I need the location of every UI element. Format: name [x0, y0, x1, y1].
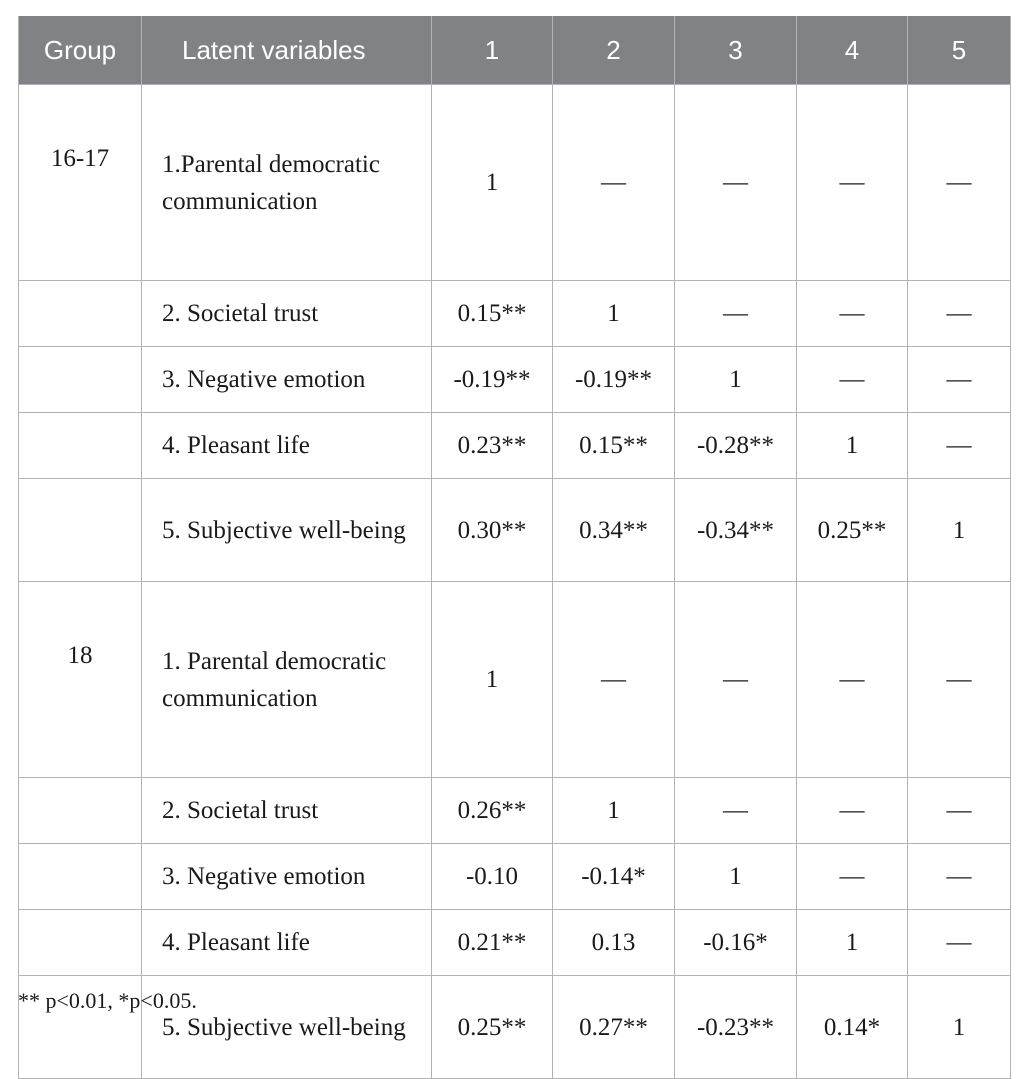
variable-cell: 3. Negative emotion [142, 347, 432, 413]
value-cell: 0.27** [553, 976, 675, 1079]
value-cell: 1 [908, 479, 1011, 582]
header-col-2: 2 [553, 16, 675, 85]
table-row [19, 479, 1011, 582]
value-cell: — [675, 281, 797, 347]
header-group: Group [19, 16, 142, 85]
value-cell: 1 [675, 844, 797, 910]
value-cell: -0.10 [432, 844, 553, 910]
value-cell: 1 [553, 778, 675, 844]
value-cell: — [675, 582, 797, 778]
correlation-table [18, 16, 1011, 1079]
variable-cell: 2. Societal trust [142, 778, 432, 844]
value-cell: -0.34** [675, 479, 797, 582]
table-row [19, 347, 1011, 413]
value-cell: -0.28** [675, 413, 797, 479]
value-cell: 1 [432, 582, 553, 778]
value-cell: 0.13 [553, 910, 675, 976]
table-row [19, 910, 1011, 976]
value-cell: — [908, 85, 1011, 281]
value-cell: 0.14* [797, 976, 908, 1079]
value-cell: — [908, 778, 1011, 844]
value-cell: 0.30** [432, 479, 553, 582]
value-cell: -0.23** [675, 976, 797, 1079]
value-cell: -0.19** [553, 347, 675, 413]
value-cell: 0.34** [553, 479, 675, 582]
header-row [19, 16, 1011, 85]
value-cell: — [908, 347, 1011, 413]
variable-cell: 2. Societal trust [142, 281, 432, 347]
group-cell: 16-17 [19, 85, 142, 281]
value-cell: -0.16* [675, 910, 797, 976]
value-cell: -0.14* [553, 844, 675, 910]
table-row [19, 844, 1011, 910]
value-cell: 0.25** [797, 479, 908, 582]
variable-cell: 1.Parental democratic communication [142, 85, 432, 281]
header-col-3: 3 [675, 16, 797, 85]
value-cell: 0.26** [432, 778, 553, 844]
value-cell: — [908, 281, 1011, 347]
table-row [19, 281, 1011, 347]
value-cell: — [908, 844, 1011, 910]
group-cell [19, 281, 142, 347]
table-row [19, 582, 1011, 778]
variable-cell: 1. Parental democratic communication [142, 582, 432, 778]
table-footnote: ** p<0.01, *p<0.05. [18, 988, 197, 1013]
variable-cell: 4. Pleasant life [142, 910, 432, 976]
value-cell: — [797, 85, 908, 281]
group-cell: 18 [19, 582, 142, 778]
value-cell: 1 [797, 910, 908, 976]
value-cell: 1 [432, 85, 553, 281]
group-cell [19, 347, 142, 413]
group-cell [19, 479, 142, 582]
value-cell: — [908, 582, 1011, 778]
value-cell: 1 [908, 976, 1011, 1079]
value-cell: — [553, 85, 675, 281]
header-col-1: 1 [432, 16, 553, 85]
variable-cell: 5. Subjective well-being [142, 479, 432, 582]
header-latent-variables: Latent variables [142, 16, 432, 85]
value-cell: — [553, 582, 675, 778]
group-cell [19, 844, 142, 910]
value-cell: — [797, 778, 908, 844]
variable-cell: 3. Negative emotion [142, 844, 432, 910]
value-cell: 0.15** [432, 281, 553, 347]
value-cell: — [908, 413, 1011, 479]
value-cell: — [675, 778, 797, 844]
table-row [19, 85, 1011, 281]
correlation-table-container [18, 16, 1010, 1079]
variable-cell: 5. Subjective well-being [142, 976, 432, 1079]
value-cell: 1 [553, 281, 675, 347]
variable-cell: 4. Pleasant life [142, 413, 432, 479]
value-cell: 0.25** [432, 976, 553, 1079]
value-cell: -0.19** [432, 347, 553, 413]
header-col-4: 4 [797, 16, 908, 85]
group-cell [19, 910, 142, 976]
value-cell: — [797, 347, 908, 413]
value-cell: 0.21** [432, 910, 553, 976]
header-col-5: 5 [908, 16, 1011, 85]
value-cell: — [797, 582, 908, 778]
value-cell: — [797, 844, 908, 910]
value-cell: 0.15** [553, 413, 675, 479]
value-cell: 1 [797, 413, 908, 479]
value-cell: — [675, 85, 797, 281]
value-cell: 1 [675, 347, 797, 413]
group-cell [19, 413, 142, 479]
value-cell: 0.23** [432, 413, 553, 479]
table-row [19, 778, 1011, 844]
value-cell: — [797, 281, 908, 347]
group-cell [19, 778, 142, 844]
value-cell: — [908, 910, 1011, 976]
table-row [19, 413, 1011, 479]
